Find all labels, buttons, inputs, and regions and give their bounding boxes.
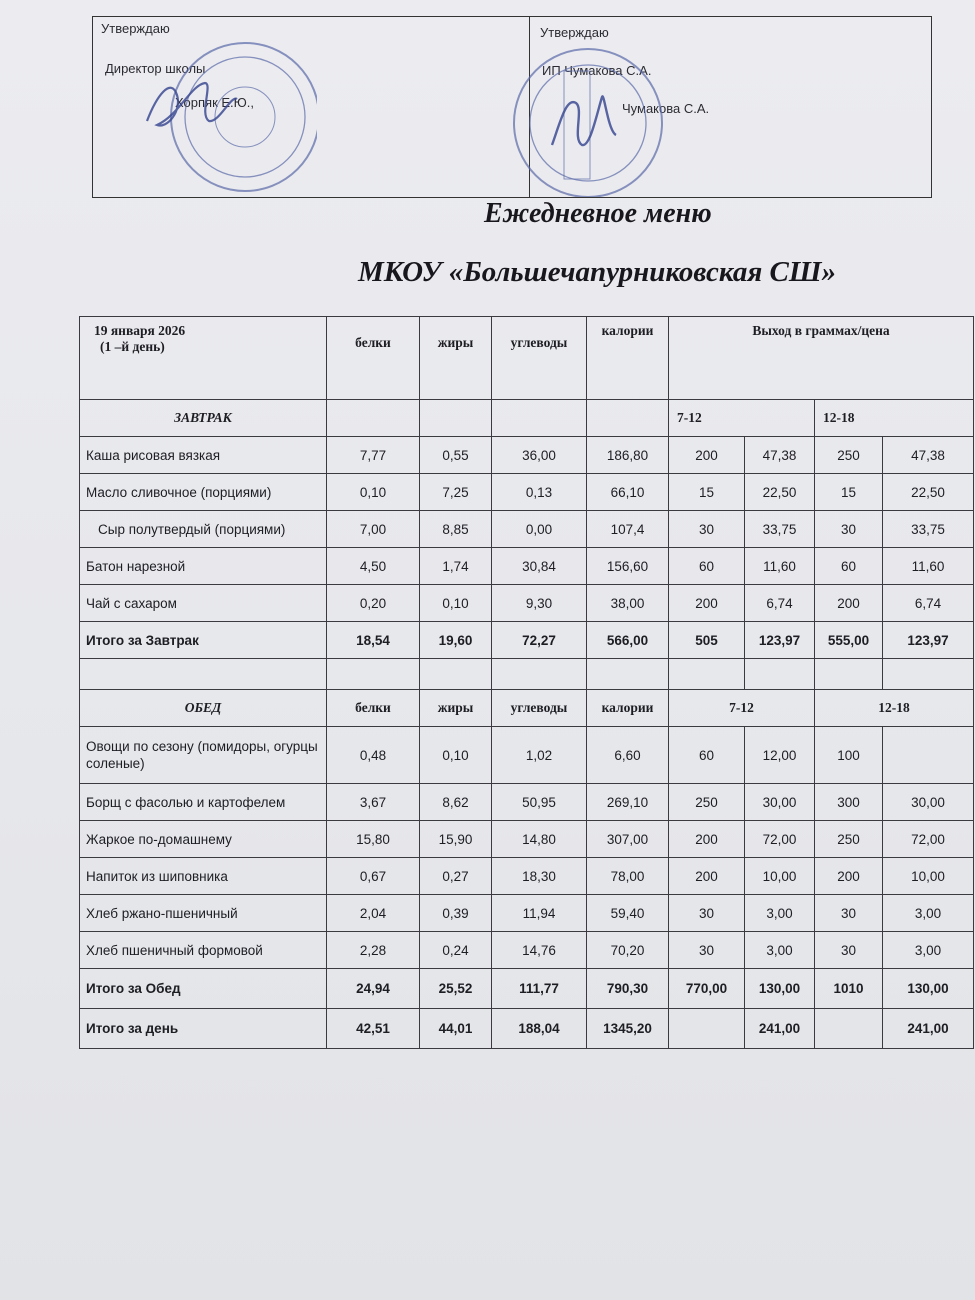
fat-value: 15,90 bbox=[420, 821, 492, 858]
carbs-value: 50,95 bbox=[492, 784, 587, 821]
table-row bbox=[80, 727, 974, 784]
price-12-18: 33,75 bbox=[883, 511, 974, 548]
grams-7-12: 60 bbox=[669, 727, 745, 784]
total-label: Итого за день bbox=[80, 1009, 327, 1049]
empty-cell bbox=[815, 659, 883, 690]
table-row bbox=[80, 784, 974, 821]
fat-value: 1,74 bbox=[420, 548, 492, 585]
price-7-12: 3,00 bbox=[745, 932, 815, 969]
day-line: (1 –й день) bbox=[100, 339, 165, 354]
lunch-age-1: 7-12 bbox=[669, 690, 815, 727]
page-title: Ежедневное меню bbox=[484, 198, 712, 229]
grams-12-18: 15 bbox=[815, 474, 883, 511]
grams-7-12: 30 bbox=[669, 895, 745, 932]
lunch-header-carbs: углеводы bbox=[492, 690, 587, 727]
empty-cell bbox=[80, 659, 327, 690]
breakfast-section-row bbox=[80, 400, 974, 437]
calories-value: 1345,20 bbox=[587, 1009, 669, 1049]
carbs-value: 1,02 bbox=[492, 727, 587, 784]
approval-block bbox=[92, 16, 932, 198]
lunch-total-row bbox=[80, 969, 974, 1009]
price-12-18: 72,00 bbox=[883, 821, 974, 858]
calories-value: 70,20 bbox=[587, 932, 669, 969]
price-12-18: 22,50 bbox=[883, 474, 974, 511]
carbs-value: 72,27 bbox=[492, 622, 587, 659]
empty-cell bbox=[587, 659, 669, 690]
price-7-12: 47,38 bbox=[745, 437, 815, 474]
price-7-12: 130,00 bbox=[745, 969, 815, 1009]
price-12-18: 47,38 bbox=[883, 437, 974, 474]
header-carbs: углеводы bbox=[492, 317, 587, 400]
grams-7-12: 60 bbox=[669, 548, 745, 585]
breakfast-label: ЗАВТРАК bbox=[80, 400, 327, 437]
calories-value: 269,10 bbox=[587, 784, 669, 821]
carbs-value: 188,04 bbox=[492, 1009, 587, 1049]
calories-value: 566,00 bbox=[587, 622, 669, 659]
fat-value: 19,60 bbox=[420, 622, 492, 659]
calories-value: 6,60 bbox=[587, 727, 669, 784]
dish-name: Хлеб ржано-пшеничный bbox=[80, 895, 327, 932]
table-row bbox=[80, 511, 974, 548]
price-7-12: 11,60 bbox=[745, 548, 815, 585]
empty-cell bbox=[587, 400, 669, 437]
grams-7-12: 30 bbox=[669, 511, 745, 548]
empty-cell bbox=[327, 659, 420, 690]
price-12-18: 123,97 bbox=[883, 622, 974, 659]
fat-value: 0,10 bbox=[420, 585, 492, 622]
approval-right bbox=[530, 17, 931, 197]
dish-name: Батон нарезной bbox=[80, 548, 327, 585]
fat-value: 8,85 bbox=[420, 511, 492, 548]
approve-label-left: Утверждаю bbox=[101, 21, 170, 36]
table-row bbox=[80, 585, 974, 622]
contractor-name: Чумакова С.А. bbox=[622, 101, 710, 116]
protein-value: 3,67 bbox=[327, 784, 420, 821]
price-7-12: 123,97 bbox=[745, 622, 815, 659]
fat-value: 0,10 bbox=[420, 727, 492, 784]
lunch-label: ОБЕД bbox=[80, 690, 327, 727]
price-12-18: 3,00 bbox=[883, 932, 974, 969]
dish-name: Овощи по сезону (помидоры, огурцы соленые) bbox=[80, 727, 327, 784]
grams-12-18: 30 bbox=[815, 511, 883, 548]
protein-value: 7,00 bbox=[327, 511, 420, 548]
price-12-18: 11,60 bbox=[883, 548, 974, 585]
price-12-18: 30,00 bbox=[883, 784, 974, 821]
grams-12-18: 1010 bbox=[815, 969, 883, 1009]
carbs-value: 11,94 bbox=[492, 895, 587, 932]
calories-value: 78,00 bbox=[587, 858, 669, 895]
price-7-12: 3,00 bbox=[745, 895, 815, 932]
grams-12-18 bbox=[815, 1009, 883, 1049]
calories-value: 66,10 bbox=[587, 474, 669, 511]
carbs-value: 0,13 bbox=[492, 474, 587, 511]
carbs-value: 18,30 bbox=[492, 858, 587, 895]
fat-value: 25,52 bbox=[420, 969, 492, 1009]
carbs-value: 0,00 bbox=[492, 511, 587, 548]
school-seal bbox=[127, 25, 317, 195]
fat-value: 7,25 bbox=[420, 474, 492, 511]
contractor-org: ИП Чумакова С.А. bbox=[542, 63, 652, 78]
price-12-18: 10,00 bbox=[883, 858, 974, 895]
header-fat: жиры bbox=[420, 317, 492, 400]
carbs-value: 30,84 bbox=[492, 548, 587, 585]
grams-7-12: 30 bbox=[669, 932, 745, 969]
spacer-row bbox=[80, 659, 974, 690]
dish-name: Хлеб пшеничный формовой bbox=[80, 932, 327, 969]
carbs-value: 14,80 bbox=[492, 821, 587, 858]
empty-cell bbox=[745, 659, 815, 690]
menu-table bbox=[79, 316, 974, 1049]
grams-12-18: 300 bbox=[815, 784, 883, 821]
dish-name: Масло сливочное (порциями) bbox=[80, 474, 327, 511]
empty-cell bbox=[883, 659, 974, 690]
calories-value: 790,30 bbox=[587, 969, 669, 1009]
price-7-12: 33,75 bbox=[745, 511, 815, 548]
calories-value: 156,60 bbox=[587, 548, 669, 585]
calories-value: 186,80 bbox=[587, 437, 669, 474]
dish-name: Каша рисовая вязкая bbox=[80, 437, 327, 474]
protein-value: 0,10 bbox=[327, 474, 420, 511]
carbs-value: 36,00 bbox=[492, 437, 587, 474]
table-row bbox=[80, 437, 974, 474]
header-calories: калории bbox=[587, 317, 669, 400]
header-protein: белки bbox=[327, 317, 420, 400]
fat-value: 8,62 bbox=[420, 784, 492, 821]
calories-value: 38,00 bbox=[587, 585, 669, 622]
calories-value: 107,4 bbox=[587, 511, 669, 548]
grams-7-12: 15 bbox=[669, 474, 745, 511]
grams-7-12: 200 bbox=[669, 821, 745, 858]
fat-value: 0,24 bbox=[420, 932, 492, 969]
price-7-12: 22,50 bbox=[745, 474, 815, 511]
lunch-section-row bbox=[80, 690, 974, 727]
table-row bbox=[80, 932, 974, 969]
protein-value: 0,20 bbox=[327, 585, 420, 622]
protein-value: 24,94 bbox=[327, 969, 420, 1009]
director-position: Директор школы bbox=[105, 61, 206, 76]
calories-value: 307,00 bbox=[587, 821, 669, 858]
table-row bbox=[80, 474, 974, 511]
price-12-18: 241,00 bbox=[883, 1009, 974, 1049]
grams-7-12: 770,00 bbox=[669, 969, 745, 1009]
lunch-header-protein: белки bbox=[327, 690, 420, 727]
protein-value: 0,48 bbox=[327, 727, 420, 784]
grams-7-12: 200 bbox=[669, 858, 745, 895]
contractor-seal bbox=[486, 27, 676, 197]
dish-name: Напиток из шиповника bbox=[80, 858, 327, 895]
grams-7-12: 250 bbox=[669, 784, 745, 821]
carbs-value: 111,77 bbox=[492, 969, 587, 1009]
protein-value: 0,67 bbox=[327, 858, 420, 895]
date-line: 19 января 2026 bbox=[94, 323, 186, 338]
grams-12-18: 100 bbox=[815, 727, 883, 784]
table-row bbox=[80, 895, 974, 932]
grams-12-18: 555,00 bbox=[815, 622, 883, 659]
total-label: Итого за Обед bbox=[80, 969, 327, 1009]
breakfast-age-1: 7-12 bbox=[669, 400, 815, 437]
price-12-18 bbox=[883, 727, 974, 784]
price-12-18: 3,00 bbox=[883, 895, 974, 932]
grams-12-18: 250 bbox=[815, 821, 883, 858]
protein-value: 4,50 bbox=[327, 548, 420, 585]
table-row bbox=[80, 821, 974, 858]
fat-value: 0,27 bbox=[420, 858, 492, 895]
header-yield: Выход в граммах/цена bbox=[669, 317, 974, 400]
price-7-12: 30,00 bbox=[745, 784, 815, 821]
dish-name: Чай с сахаром bbox=[80, 585, 327, 622]
approve-label-right: Утверждаю bbox=[540, 25, 609, 40]
grams-12-18: 200 bbox=[815, 585, 883, 622]
price-7-12: 12,00 bbox=[745, 727, 815, 784]
lunch-header-calories: калории bbox=[587, 690, 669, 727]
lunch-header-fat: жиры bbox=[420, 690, 492, 727]
school-name: МКОУ «Большечапурниковская СШ» bbox=[358, 256, 837, 288]
table-row bbox=[80, 548, 974, 585]
fat-value: 0,39 bbox=[420, 895, 492, 932]
day-total-row bbox=[80, 1009, 974, 1049]
empty-cell bbox=[669, 659, 745, 690]
protein-value: 42,51 bbox=[327, 1009, 420, 1049]
approval-left bbox=[93, 17, 530, 197]
grams-12-18: 200 bbox=[815, 858, 883, 895]
grams-12-18: 60 bbox=[815, 548, 883, 585]
table-header-row bbox=[80, 317, 974, 400]
grams-7-12 bbox=[669, 1009, 745, 1049]
breakfast-age-2: 12-18 bbox=[815, 400, 974, 437]
breakfast-total-row bbox=[80, 622, 974, 659]
fat-value: 44,01 bbox=[420, 1009, 492, 1049]
protein-value: 18,54 bbox=[327, 622, 420, 659]
calories-value: 59,40 bbox=[587, 895, 669, 932]
empty-cell bbox=[492, 400, 587, 437]
protein-value: 2,04 bbox=[327, 895, 420, 932]
director-name: Хорпяк Е.Ю., bbox=[175, 95, 255, 110]
empty-cell bbox=[492, 659, 587, 690]
empty-cell bbox=[327, 400, 420, 437]
price-12-18: 6,74 bbox=[883, 585, 974, 622]
empty-cell bbox=[420, 400, 492, 437]
price-7-12: 72,00 bbox=[745, 821, 815, 858]
grams-12-18: 250 bbox=[815, 437, 883, 474]
grams-7-12: 200 bbox=[669, 585, 745, 622]
grams-7-12: 505 bbox=[669, 622, 745, 659]
grams-12-18: 30 bbox=[815, 895, 883, 932]
date-cell bbox=[80, 317, 327, 400]
dish-name: Жаркое по-домашнему bbox=[80, 821, 327, 858]
lunch-age-2: 12-18 bbox=[815, 690, 974, 727]
protein-value: 2,28 bbox=[327, 932, 420, 969]
total-label: Итого за Завтрак bbox=[80, 622, 327, 659]
protein-value: 7,77 bbox=[327, 437, 420, 474]
price-7-12: 241,00 bbox=[745, 1009, 815, 1049]
dish-name: Сыр полутвердый (порциями) bbox=[80, 511, 327, 548]
fat-value: 0,55 bbox=[420, 437, 492, 474]
carbs-value: 9,30 bbox=[492, 585, 587, 622]
price-12-18: 130,00 bbox=[883, 969, 974, 1009]
price-7-12: 10,00 bbox=[745, 858, 815, 895]
dish-name: Борщ с фасолью и картофелем bbox=[80, 784, 327, 821]
empty-cell bbox=[420, 659, 492, 690]
price-7-12: 6,74 bbox=[745, 585, 815, 622]
carbs-value: 14,76 bbox=[492, 932, 587, 969]
grams-7-12: 200 bbox=[669, 437, 745, 474]
grams-12-18: 30 bbox=[815, 932, 883, 969]
table-row bbox=[80, 858, 974, 895]
protein-value: 15,80 bbox=[327, 821, 420, 858]
